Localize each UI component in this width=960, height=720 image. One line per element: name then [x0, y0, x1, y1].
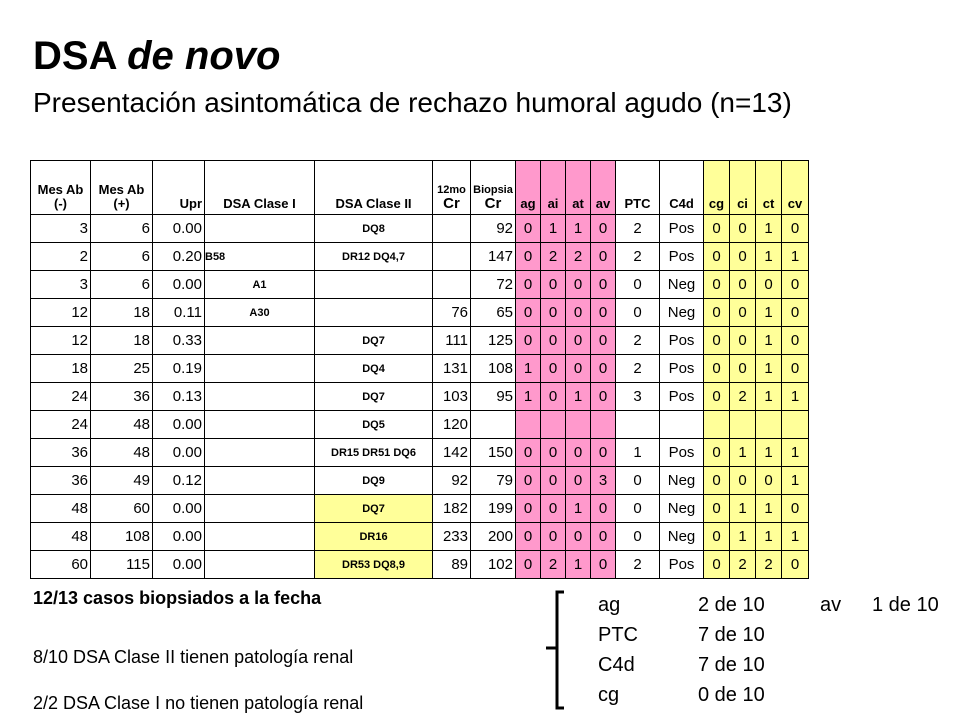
- cell-ai: 0: [541, 383, 566, 411]
- cell-cr12: 103: [433, 383, 471, 411]
- cell-cr12: 92: [433, 467, 471, 495]
- cell-cg: 0: [704, 243, 730, 271]
- cell-c2: DQ7: [315, 495, 433, 523]
- cell-c2: [315, 299, 433, 327]
- cell-av: 0: [591, 523, 616, 551]
- cell-neg: 12: [31, 327, 91, 355]
- cell-upr: 0.13: [153, 383, 205, 411]
- cell-c4d: Neg: [660, 495, 704, 523]
- cell-pos: 48: [91, 411, 153, 439]
- cell-ci: 0: [730, 215, 756, 243]
- cell-neg: 3: [31, 215, 91, 243]
- cell-ptc: 2: [616, 215, 660, 243]
- cell-ai: 2: [541, 243, 566, 271]
- cell-c1: [205, 551, 315, 579]
- cell-cv: 1: [782, 523, 809, 551]
- cell-upr: 0.00: [153, 495, 205, 523]
- cell-cr12: [433, 215, 471, 243]
- cell-ci: 0: [730, 467, 756, 495]
- cell-ai: 0: [541, 439, 566, 467]
- cell-crb: [471, 411, 516, 439]
- cell-neg: 3: [31, 271, 91, 299]
- cell-ag: 0: [516, 551, 541, 579]
- cell-ai: 2: [541, 551, 566, 579]
- cell-pos: 60: [91, 495, 153, 523]
- cell-c2: DR15 DR51 DQ6: [315, 439, 433, 467]
- cell-c4d: Pos: [660, 551, 704, 579]
- cell-c4d: Neg: [660, 523, 704, 551]
- summary-value: 2 de 10: [698, 594, 765, 616]
- cell-at: 1: [566, 383, 591, 411]
- cell-ag: 0: [516, 523, 541, 551]
- cell-crb: 72: [471, 271, 516, 299]
- cell-cr12: 233: [433, 523, 471, 551]
- cell-c1: [205, 467, 315, 495]
- cell-at: 0: [566, 327, 591, 355]
- cell-ci: 2: [730, 383, 756, 411]
- cell-cv: 0: [782, 271, 809, 299]
- summary-value2: [872, 680, 952, 710]
- cell-at: 1: [566, 215, 591, 243]
- cell-cv: 1: [782, 467, 809, 495]
- table-row: [31, 439, 809, 467]
- cell-cv: 0: [782, 215, 809, 243]
- cell-ptc: 0: [616, 299, 660, 327]
- cell-ci: 0: [730, 299, 756, 327]
- cell-neg: 2: [31, 243, 91, 271]
- cell-c2: DR53 DQ8,9: [315, 551, 433, 579]
- cell-pos: 36: [91, 383, 153, 411]
- cell-pos: 6: [91, 271, 153, 299]
- header-cv: cv: [782, 161, 809, 215]
- cell-cr12: 89: [433, 551, 471, 579]
- summary-value: 0 de 10: [698, 684, 765, 706]
- summary-value: 7 de 10: [698, 654, 765, 676]
- cell-c4d: Pos: [660, 327, 704, 355]
- cell-av: 0: [591, 495, 616, 523]
- cell-ci: 0: [730, 271, 756, 299]
- cell-upr: 0.20: [153, 243, 205, 271]
- summary-value2: [872, 650, 952, 680]
- cell-ai: 0: [541, 467, 566, 495]
- cell-cg: 0: [704, 327, 730, 355]
- cell-cg: 0: [704, 551, 730, 579]
- cell-cr12: 120: [433, 411, 471, 439]
- cell-pos: 18: [91, 299, 153, 327]
- cell-cg: 0: [704, 215, 730, 243]
- header-ai: ai: [541, 161, 566, 215]
- cell-ct: [756, 411, 782, 439]
- cell-c1: [205, 495, 315, 523]
- cell-crb: 95: [471, 383, 516, 411]
- cell-c4d: Pos: [660, 355, 704, 383]
- summary-row: [598, 650, 952, 680]
- cell-upr: 0.12: [153, 467, 205, 495]
- header-av: av: [591, 161, 616, 215]
- header-mes-ab-pos: Mes Ab (+): [91, 161, 153, 215]
- cell-at: [566, 411, 591, 439]
- cell-neg: 24: [31, 411, 91, 439]
- header-dsa-clase-1: DSA Clase I: [205, 161, 315, 215]
- header-ptc: PTC: [616, 161, 660, 215]
- cell-c4d: Pos: [660, 243, 704, 271]
- cell-cg: 0: [704, 523, 730, 551]
- cell-crb: 65: [471, 299, 516, 327]
- cell-at: 0: [566, 523, 591, 551]
- cell-c4d: Pos: [660, 383, 704, 411]
- cell-av: 3: [591, 467, 616, 495]
- cell-av: 0: [591, 439, 616, 467]
- cell-ct: 2: [756, 551, 782, 579]
- cell-ptc: 2: [616, 243, 660, 271]
- cell-cv: 1: [782, 243, 809, 271]
- cell-ai: 1: [541, 215, 566, 243]
- cell-ai: 0: [541, 355, 566, 383]
- cell-ptc: 1: [616, 439, 660, 467]
- cell-pos: 49: [91, 467, 153, 495]
- cell-ag: 0: [516, 495, 541, 523]
- cell-ct: 1: [756, 439, 782, 467]
- table-row: [31, 523, 809, 551]
- results-table: [30, 160, 809, 579]
- cell-ci: 1: [730, 523, 756, 551]
- cell-av: 0: [591, 215, 616, 243]
- cell-ag: 0: [516, 215, 541, 243]
- cell-c1: [205, 215, 315, 243]
- cell-ag: 0: [516, 271, 541, 299]
- header-cg: cg: [704, 161, 730, 215]
- cell-neg: 48: [31, 495, 91, 523]
- cell-neg: 36: [31, 467, 91, 495]
- cell-ptc: 0: [616, 523, 660, 551]
- cell-cg: 0: [704, 355, 730, 383]
- cell-av: 0: [591, 243, 616, 271]
- cell-ai: 0: [541, 327, 566, 355]
- cell-cg: 0: [704, 495, 730, 523]
- cell-cv: 0: [782, 299, 809, 327]
- title-italic: de novo: [127, 34, 281, 78]
- cell-ptc: 3: [616, 383, 660, 411]
- cell-ai: 0: [541, 271, 566, 299]
- cell-ct: 1: [756, 383, 782, 411]
- cell-pos: 115: [91, 551, 153, 579]
- header-mes-ab-neg: Mes Ab (-): [31, 161, 91, 215]
- cell-ci: 0: [730, 327, 756, 355]
- cell-pos: 108: [91, 523, 153, 551]
- table-row: [31, 327, 809, 355]
- header-ct: ct: [756, 161, 782, 215]
- summary-label: cg: [598, 684, 620, 706]
- cell-ag: 1: [516, 355, 541, 383]
- summary-row: [598, 680, 952, 710]
- cell-cr12: 182: [433, 495, 471, 523]
- cell-av: 0: [591, 327, 616, 355]
- summary-label2: [820, 620, 872, 650]
- table-header-row: [31, 161, 809, 215]
- cell-c1: A30: [205, 299, 315, 327]
- cell-ai: 0: [541, 523, 566, 551]
- cell-at: 0: [566, 271, 591, 299]
- cell-cg: 0: [704, 271, 730, 299]
- cell-at: 1: [566, 495, 591, 523]
- summary-table: [598, 590, 952, 710]
- table-row: [31, 383, 809, 411]
- cell-c1: [205, 411, 315, 439]
- cell-pos: 6: [91, 215, 153, 243]
- cell-cr12: [433, 243, 471, 271]
- cell-c4d: Neg: [660, 467, 704, 495]
- note-class-1: 2/2 DSA Clase I no tienen patología renal: [33, 693, 364, 713]
- cell-cv: [782, 411, 809, 439]
- cell-upr: 0.00: [153, 551, 205, 579]
- summary-value: 7 de 10: [698, 624, 765, 646]
- cell-neg: 24: [31, 383, 91, 411]
- cell-cr12: 76: [433, 299, 471, 327]
- cell-ptc: 0: [616, 495, 660, 523]
- cell-c1: [205, 355, 315, 383]
- table-row: [31, 551, 809, 579]
- cell-ptc: [616, 411, 660, 439]
- cell-ct: 1: [756, 215, 782, 243]
- cell-upr: 0.11: [153, 299, 205, 327]
- cell-cv: 1: [782, 439, 809, 467]
- cell-at: 0: [566, 355, 591, 383]
- cell-cv: 0: [782, 551, 809, 579]
- cell-upr: 0.00: [153, 411, 205, 439]
- summary-label: PTC: [598, 624, 638, 646]
- header-upr: Upr: [153, 161, 205, 215]
- summary-row: [598, 620, 952, 650]
- cell-cv: 1: [782, 383, 809, 411]
- cell-cg: [704, 411, 730, 439]
- cell-ag: 0: [516, 439, 541, 467]
- summary-label2: av: [820, 594, 842, 616]
- cell-ag: 1: [516, 383, 541, 411]
- cell-upr: 0.00: [153, 215, 205, 243]
- cell-pos: 6: [91, 243, 153, 271]
- header-ag: ag: [516, 161, 541, 215]
- cell-c4d: Pos: [660, 215, 704, 243]
- header-ci: ci: [730, 161, 756, 215]
- cell-cr12: 131: [433, 355, 471, 383]
- cell-av: [591, 411, 616, 439]
- note-biopsied: 12/13 casos biopsiados a la fecha: [33, 588, 322, 608]
- table-row: [31, 355, 809, 383]
- cell-ct: 1: [756, 495, 782, 523]
- cell-neg: 36: [31, 439, 91, 467]
- cell-neg: 48: [31, 523, 91, 551]
- cell-at: 2: [566, 243, 591, 271]
- cell-c4d: Neg: [660, 271, 704, 299]
- summary-row: [598, 590, 952, 620]
- cell-cr12: 142: [433, 439, 471, 467]
- table-row: [31, 215, 809, 243]
- summary-label: C4d: [598, 654, 635, 676]
- cell-c1: [205, 439, 315, 467]
- cell-ci: 0: [730, 355, 756, 383]
- table-row: [31, 495, 809, 523]
- header-dsa-clase-2: DSA Clase II: [315, 161, 433, 215]
- table-row: [31, 243, 809, 271]
- cell-ct: 1: [756, 523, 782, 551]
- table-row: [31, 271, 809, 299]
- header-12mo-cr: 12mo Cr: [433, 161, 471, 215]
- cell-ci: [730, 411, 756, 439]
- cell-ag: 0: [516, 299, 541, 327]
- summary-label2: [820, 680, 872, 710]
- cell-crb: 150: [471, 439, 516, 467]
- cell-ci: 0: [730, 243, 756, 271]
- cell-ct: 1: [756, 327, 782, 355]
- header-biopsia-cr: Biopsia Cr: [471, 161, 516, 215]
- note-class-2: 8/10 DSA Clase II tienen patología renal: [33, 647, 354, 667]
- cell-ptc: 2: [616, 551, 660, 579]
- cell-ct: 1: [756, 355, 782, 383]
- cell-av: 0: [591, 383, 616, 411]
- cell-c1: [205, 327, 315, 355]
- cell-c2: DQ7: [315, 327, 433, 355]
- cell-pos: 48: [91, 439, 153, 467]
- header-at: at: [566, 161, 591, 215]
- table-row: [31, 299, 809, 327]
- cell-c1: [205, 523, 315, 551]
- summary-label: ag: [598, 594, 621, 616]
- cell-upr: 0.19: [153, 355, 205, 383]
- cell-ai: 0: [541, 299, 566, 327]
- summary-value2: 1 de 10: [872, 594, 939, 616]
- cell-ci: 1: [730, 439, 756, 467]
- cell-pos: 25: [91, 355, 153, 383]
- cell-upr: 0.33: [153, 327, 205, 355]
- cell-cg: 0: [704, 299, 730, 327]
- cell-crb: 108: [471, 355, 516, 383]
- cell-c1: A1: [205, 271, 315, 299]
- cell-crb: 199: [471, 495, 516, 523]
- cell-ag: 0: [516, 243, 541, 271]
- cell-ai: [541, 411, 566, 439]
- title-main: DSA: [33, 34, 116, 78]
- cell-c2: DQ7: [315, 383, 433, 411]
- cell-av: 0: [591, 299, 616, 327]
- cell-cr12: [433, 271, 471, 299]
- page-subtitle: Presentación asintomática de rechazo humoral agudo (n=13): [33, 87, 792, 118]
- table-row: [31, 467, 809, 495]
- summary-label2: [820, 650, 872, 680]
- table-body: [31, 215, 809, 579]
- cell-upr: 0.00: [153, 439, 205, 467]
- cell-c2: DQ4: [315, 355, 433, 383]
- cell-av: 0: [591, 355, 616, 383]
- cell-ct: 1: [756, 243, 782, 271]
- cell-ai: 0: [541, 495, 566, 523]
- cell-upr: 0.00: [153, 523, 205, 551]
- cell-crb: 79: [471, 467, 516, 495]
- cell-neg: 12: [31, 299, 91, 327]
- cell-c2: DQ5: [315, 411, 433, 439]
- cell-c2: DQ8: [315, 215, 433, 243]
- header-c4d: C4d: [660, 161, 704, 215]
- cell-c2: DR16: [315, 523, 433, 551]
- cell-crb: 92: [471, 215, 516, 243]
- cell-ct: 0: [756, 467, 782, 495]
- cell-ag: 0: [516, 467, 541, 495]
- cell-ptc: 0: [616, 467, 660, 495]
- cell-ag: [516, 411, 541, 439]
- cell-av: 0: [591, 551, 616, 579]
- cell-c4d: [660, 411, 704, 439]
- cell-cr12: 111: [433, 327, 471, 355]
- cell-ci: 2: [730, 551, 756, 579]
- cell-c1: [205, 383, 315, 411]
- cell-c1: B58: [205, 243, 315, 271]
- cell-ptc: 2: [616, 327, 660, 355]
- cell-cg: 0: [704, 383, 730, 411]
- cell-crb: 102: [471, 551, 516, 579]
- cell-ci: 1: [730, 495, 756, 523]
- cell-crb: 125: [471, 327, 516, 355]
- cell-c4d: Neg: [660, 299, 704, 327]
- cell-neg: 18: [31, 355, 91, 383]
- cell-ptc: 0: [616, 271, 660, 299]
- curly-bracket-icon: [542, 590, 566, 710]
- table-row: [31, 411, 809, 439]
- cell-ct: 1: [756, 299, 782, 327]
- cell-cv: 0: [782, 495, 809, 523]
- cell-pos: 18: [91, 327, 153, 355]
- cell-neg: 60: [31, 551, 91, 579]
- cell-at: 1: [566, 551, 591, 579]
- cell-at: 0: [566, 439, 591, 467]
- cell-cg: 0: [704, 467, 730, 495]
- cell-crb: 147: [471, 243, 516, 271]
- cell-c4d: Pos: [660, 439, 704, 467]
- cell-at: 0: [566, 467, 591, 495]
- cell-crb: 200: [471, 523, 516, 551]
- cell-cg: 0: [704, 439, 730, 467]
- cell-upr: 0.00: [153, 271, 205, 299]
- cell-cv: 0: [782, 327, 809, 355]
- cell-at: 0: [566, 299, 591, 327]
- cell-cv: 0: [782, 355, 809, 383]
- cell-ct: 0: [756, 271, 782, 299]
- page-title: [33, 32, 280, 80]
- cell-c2: [315, 271, 433, 299]
- summary-value2: [872, 620, 952, 650]
- cell-ag: 0: [516, 327, 541, 355]
- cell-c2: DQ9: [315, 467, 433, 495]
- cell-c2: DR12 DQ4,7: [315, 243, 433, 271]
- cell-ptc: 2: [616, 355, 660, 383]
- cell-av: 0: [591, 271, 616, 299]
